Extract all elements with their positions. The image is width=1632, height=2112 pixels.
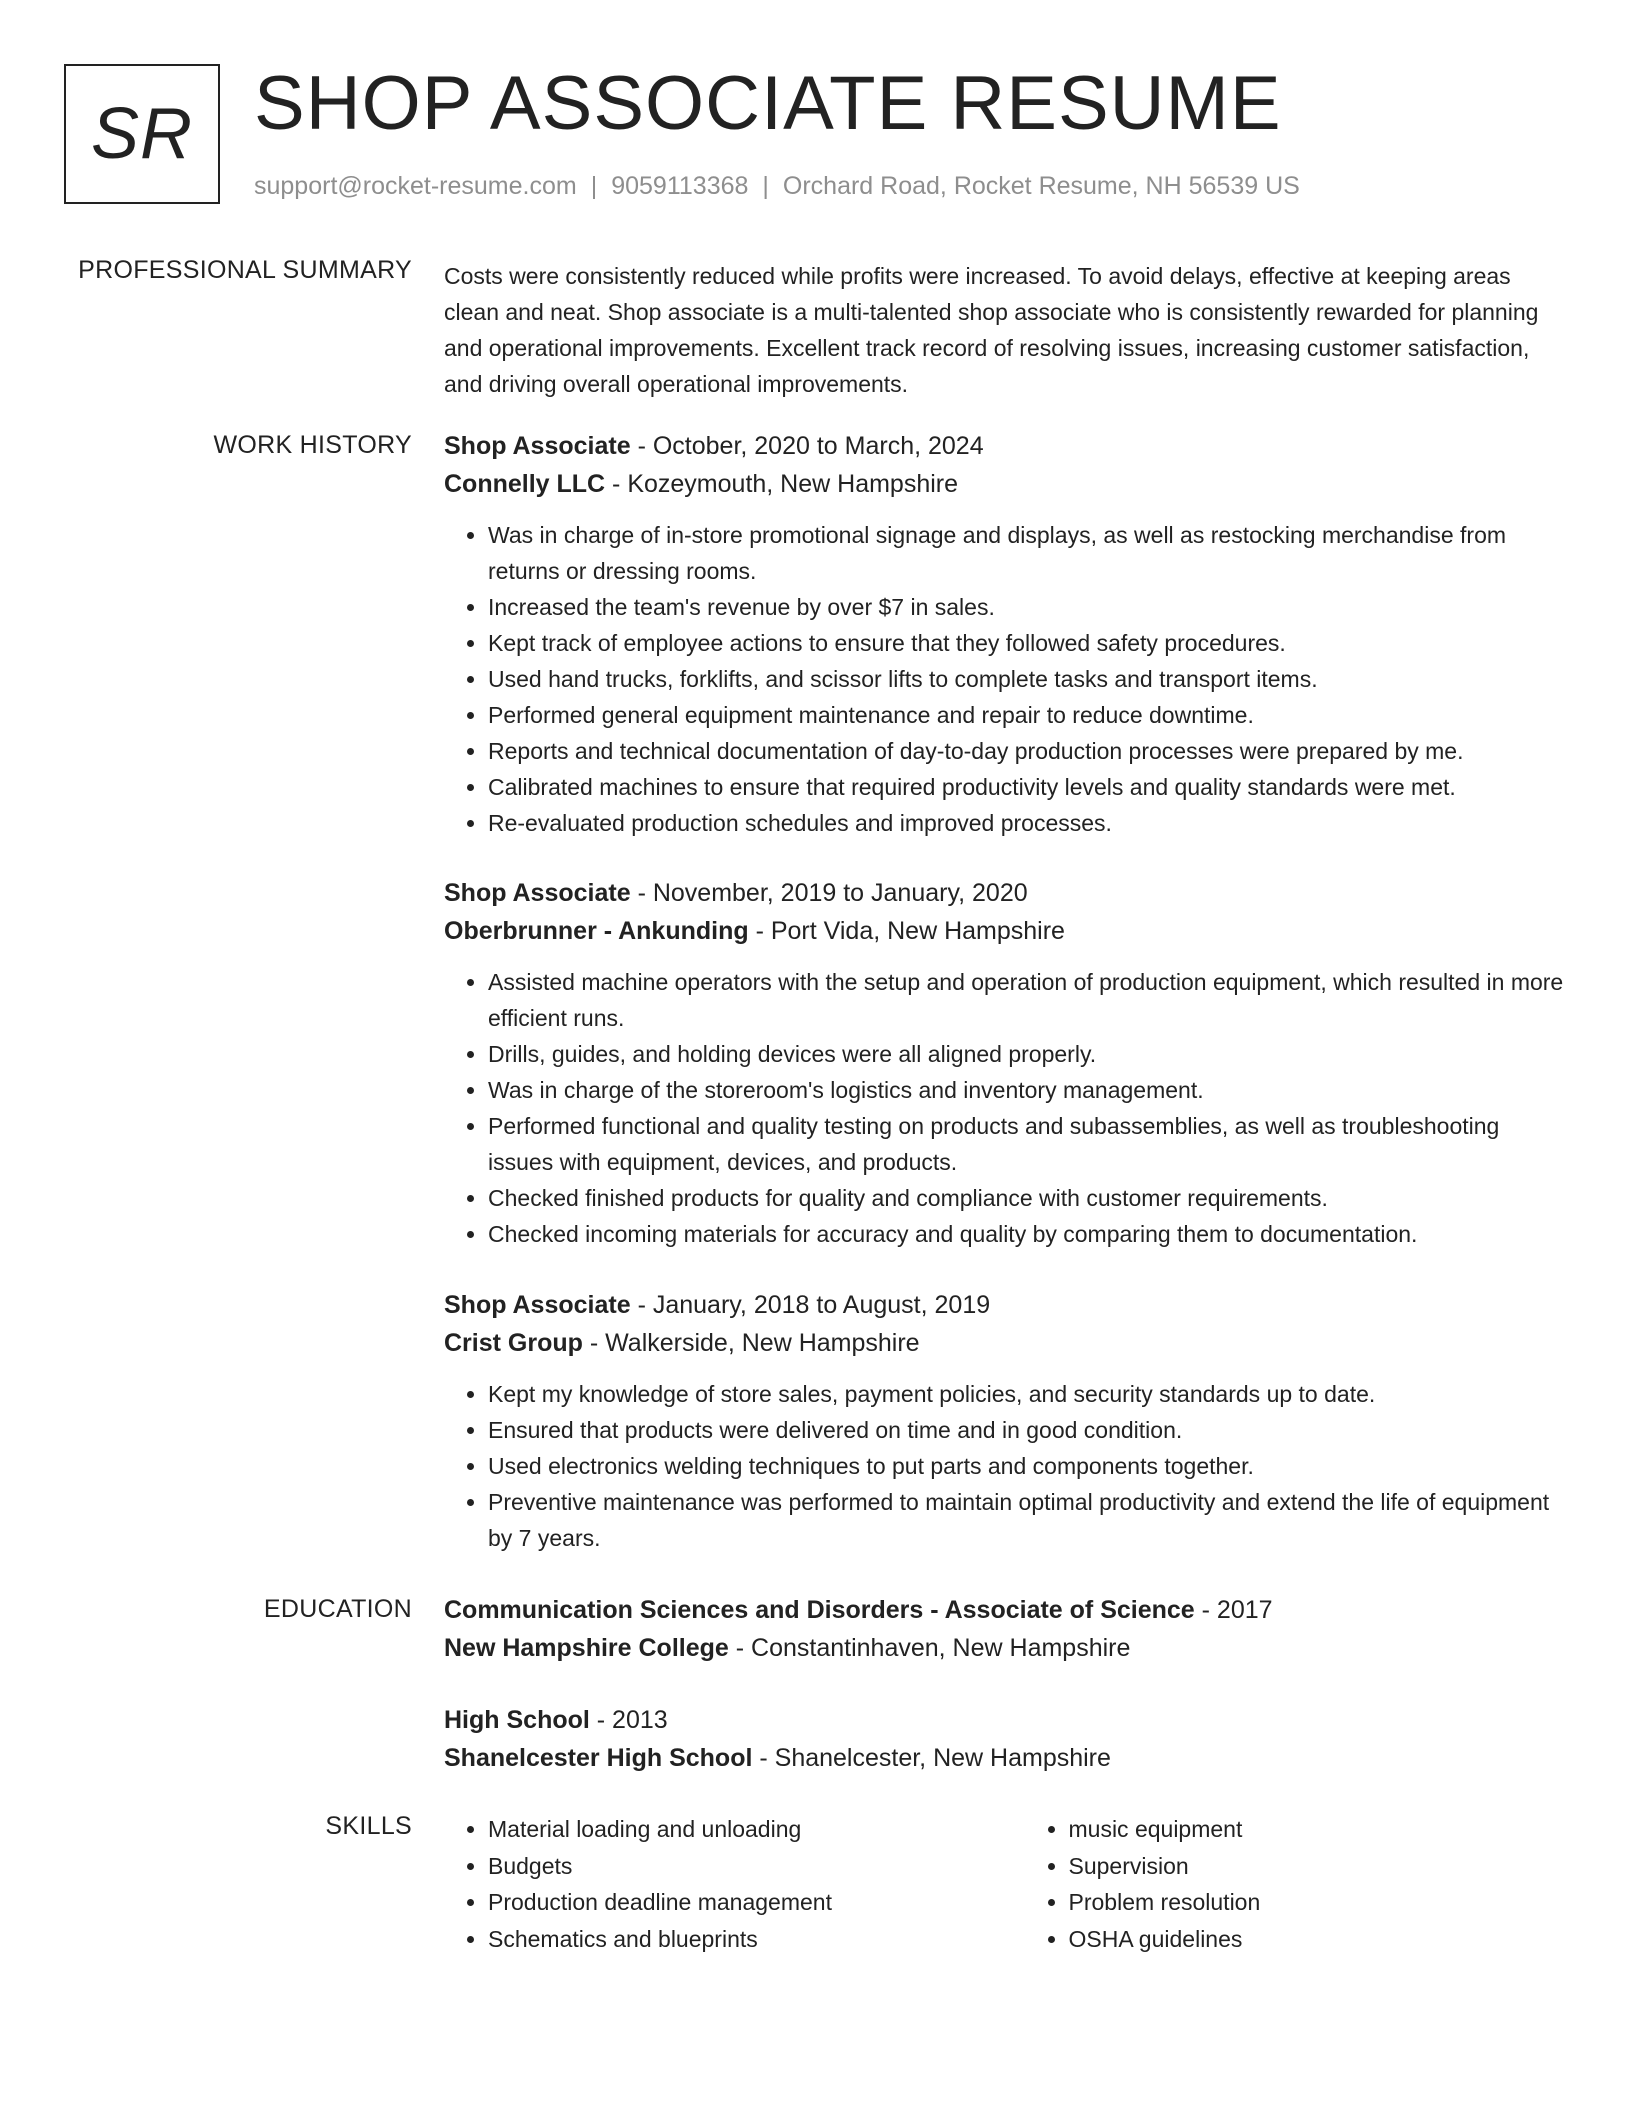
job-company: Oberbrunner - Ankunding bbox=[444, 917, 749, 945]
skill-item: • OSHA guidelines bbox=[1069, 1921, 1565, 1958]
job-title-line bbox=[444, 427, 1564, 465]
job-bullet: • Used electronics welding techniques to put parts and components together. bbox=[488, 1448, 1564, 1484]
degree-year: - 2013 bbox=[589, 1706, 668, 1734]
degree-line bbox=[444, 1701, 1564, 1739]
job-bullets bbox=[444, 964, 1564, 1252]
section-label-work-history: WORK HISTORY bbox=[213, 431, 412, 459]
job-company: Crist Group bbox=[444, 1329, 583, 1357]
section-label-summary: PROFESSIONAL SUMMARY bbox=[78, 256, 412, 284]
initials-monogram: SR bbox=[64, 64, 220, 204]
job-bullet: • Calibrated machines to ensure that required productivity levels and quality standards were met. bbox=[488, 769, 1564, 805]
resume-header bbox=[64, 61, 1564, 214]
summary-text: Costs were consistently reduced while profits were increased. To avoid delays, effective at keeping areas clean and neat. Shop associate is a multi-talented shop associate who is consistently rewarded for planning and operational improvements. Excellent track record of resolving issues, increasing customer satisfaction, and driving overall operational improvements. bbox=[444, 263, 1539, 397]
school-location: - Constantinhaven, New Hampshire bbox=[728, 1634, 1131, 1662]
skill-item: • Problem resolution bbox=[1069, 1884, 1565, 1921]
job-bullet: • Preventive maintenance was performed to maintain optimal productivity and extend the life of equipment by 7 years. bbox=[488, 1484, 1564, 1556]
school-location: - Shanelcester, New Hampshire bbox=[752, 1744, 1111, 1772]
job-bullet: • Checked finished products for quality and compliance with customer requirements. bbox=[488, 1180, 1564, 1216]
job-location: - Port Vida, New Hampshire bbox=[748, 917, 1065, 945]
skill-item: • music equipment bbox=[1069, 1811, 1565, 1848]
job-title-line bbox=[444, 874, 1564, 912]
resume-title: SHOP ASSOCIATE RESUME bbox=[254, 61, 1282, 146]
contact-email: support@rocket-resume.com bbox=[254, 172, 577, 200]
job-bullets bbox=[444, 517, 1564, 841]
job-entry bbox=[444, 1286, 1564, 1556]
job-bullet: • Re-evaluated production schedules and improved processes. bbox=[488, 805, 1564, 841]
job-title: Shop Associate bbox=[444, 432, 631, 460]
job-bullet: • Used hand trucks, forklifts, and scissor lifts to complete tasks and transport items. bbox=[488, 661, 1564, 697]
job-bullet: • Increased the team's revenue by over $7 in sales. bbox=[488, 589, 1564, 625]
job-bullet: • Ensured that products were delivered on time and in good condition. bbox=[488, 1412, 1564, 1448]
school: Shanelcester High School bbox=[444, 1744, 753, 1772]
degree-line bbox=[444, 1591, 1564, 1629]
section-label-skills: SKILLS bbox=[325, 1812, 412, 1840]
job-bullet: • Performed functional and quality testing on products and subassemblies, as well as troubleshooting issues with equipment, devices, and products. bbox=[488, 1108, 1564, 1180]
job-company: Connelly LLC bbox=[444, 470, 606, 498]
job-bullet: • Was in charge of the storeroom's logistics and inventory management. bbox=[488, 1072, 1564, 1108]
job-dates: - October, 2020 to March, 2024 bbox=[630, 432, 984, 460]
job-dates: - November, 2019 to January, 2020 bbox=[630, 879, 1028, 907]
skill-item: • Material loading and unloading bbox=[488, 1811, 984, 1848]
degree: Communication Sciences and Disorders - Associate of Science bbox=[444, 1596, 1195, 1624]
skill-item: • Budgets bbox=[488, 1848, 984, 1885]
contact-address: Orchard Road, Rocket Resume, NH 56539 US bbox=[782, 172, 1300, 200]
job-location: - Kozeymouth, New Hampshire bbox=[605, 470, 959, 498]
job-bullet: • Kept track of employee actions to ensure that they followed safety procedures. bbox=[488, 625, 1564, 661]
skill-item: • Supervision bbox=[1069, 1848, 1565, 1885]
job-bullet: • Performed general equipment maintenance and repair to reduce downtime. bbox=[488, 697, 1564, 733]
education-entry bbox=[444, 1591, 1564, 1667]
job-bullet: • Drills, guides, and holding devices were all aligned properly. bbox=[488, 1036, 1564, 1072]
school: New Hampshire College bbox=[444, 1634, 729, 1662]
skill-item: • Production deadline management bbox=[488, 1884, 984, 1921]
job-title: Shop Associate bbox=[444, 1291, 631, 1319]
job-company-line bbox=[444, 912, 1564, 950]
job-bullets bbox=[444, 1376, 1564, 1556]
school-line bbox=[444, 1739, 1564, 1777]
job-bullet: • Checked incoming materials for accuracy and quality by comparing them to documentation. bbox=[488, 1216, 1564, 1252]
job-title: Shop Associate bbox=[444, 879, 631, 907]
school-line bbox=[444, 1629, 1564, 1667]
skill-item: • Schematics and blueprints bbox=[488, 1921, 984, 1958]
job-location: - Walkerside, New Hampshire bbox=[582, 1329, 920, 1357]
job-bullet: • Was in charge of in-store promotional signage and displays, as well as restocking merchandise from returns or dressing rooms. bbox=[488, 517, 1564, 589]
contact-separator: | bbox=[762, 172, 769, 200]
section-label-education: EDUCATION bbox=[263, 1595, 412, 1623]
job-entry bbox=[444, 874, 1564, 1252]
education-entry bbox=[444, 1701, 1564, 1777]
job-bullet: • Kept my knowledge of store sales, payment policies, and security standards up to date. bbox=[488, 1376, 1564, 1412]
skills-grid bbox=[444, 1811, 1564, 1957]
job-bullet: • Reports and technical documentation of day-to-day production processes were prepared by me. bbox=[488, 733, 1564, 769]
job-company-line bbox=[444, 1324, 1564, 1362]
degree-year: - 2017 bbox=[1194, 1596, 1273, 1624]
skills-column-left bbox=[444, 1811, 984, 1957]
skills-column-right bbox=[1025, 1811, 1565, 1957]
degree: High School bbox=[444, 1706, 590, 1734]
job-title-line bbox=[444, 1286, 1564, 1324]
contact-separator: | bbox=[590, 172, 598, 200]
job-entry bbox=[444, 427, 1564, 841]
job-bullet: • Assisted machine operators with the setup and operation of production equipment, which resulted in more efficient runs. bbox=[488, 964, 1564, 1036]
contact-line bbox=[254, 172, 1300, 201]
contact-phone: 9059113368 bbox=[611, 172, 749, 200]
job-company-line bbox=[444, 465, 1564, 503]
job-dates: - January, 2018 to August, 2019 bbox=[630, 1291, 991, 1319]
